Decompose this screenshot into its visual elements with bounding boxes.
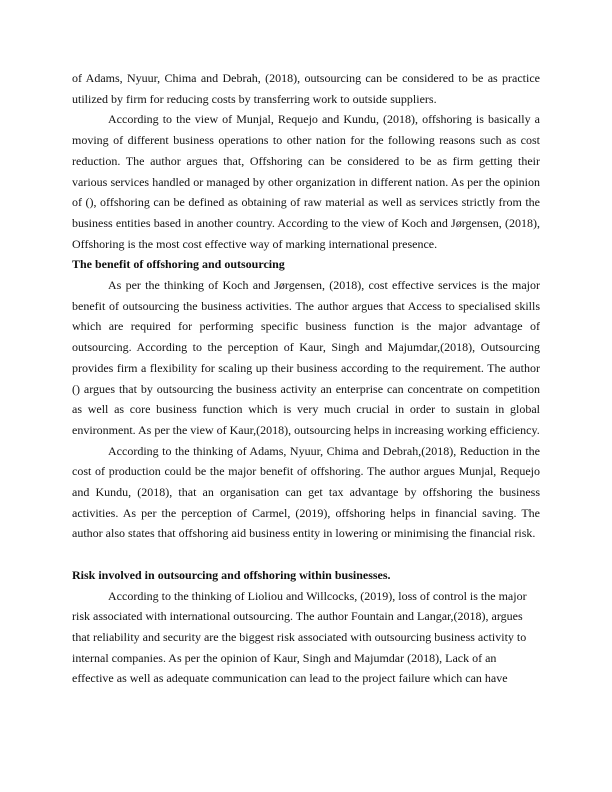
section-heading-benefits: The benefit of offshoring and outsourcing	[72, 257, 285, 272]
document-body	[72, 68, 540, 689]
section-heading-risks: Risk involved in outsourcing and offshoring within businesses.	[72, 567, 391, 582]
paragraph-offshoring-definition: According to the view of Munjal, Requejo and Kundu, (2018), offshoring is basically a moving of different business operations to other nation for the following reasons such as cost reduction. The author argues that, Offshoring can be considered to be as firm getting their various services handled or managed by other organization in different nation. As per the opinion of (), offshoring can be defined as obtaining of raw material as well as services strictly from the business entities based in another country. According to the view of Koch and Jørgensen, (2018), Offshoring is the most cost effective way of marking international presence.	[72, 112, 540, 251]
paragraph-offshoring-benefits: According to the thinking of Adams, Nyuur, Chima and Debrah,(2018), Reduction in the cost of production could be the major benefit of offshoring. The author argues Munjal, Requejo and Kundu, (2018), that an organisation can get tax advantage by offshoring the business activities. As per the perception of Carmel, (2019), offshoring helps in financial saving. The author also states that offshoring aid business entity in lowering or minimising the financial risk.	[72, 443, 540, 541]
paragraph-outsourcing-benefits: As per the thinking of Koch and Jørgensen, (2018), cost effective services is the major benefit of outsourcing the business activities. The author argues that Access to specialised skills which are required for performing specific business function is the major advantage of outsourcing. According to the perception of Kaur, Singh and Majumdar,(2018), Outsourcing provides firm a flexibility for scaling up their business according to the requirement. The author () argues that by outsourcing the business activity an enterprise can concentrate on competition as well as core business function which is very much crucial in order to sustain in global environment. As per the view of Kaur,(2018), outsourcing helps in increasing working efficiency.	[72, 278, 540, 437]
blank-line	[72, 544, 540, 565]
paragraph-outsourcing-risks: According to the thinking of Lioliou and Willcocks, (2019), loss of control is the major risk associated with international outsourcing. The author Fountain and Langar,(2018), argues that reliability and security are the biggest risk associated with outsourcing business activity to internal companies. As per the opinion of Kaur, Singh and Majumdar (2018), Lack of an effective as well as adequate communication can lead to the project failure which can have	[72, 588, 527, 686]
paragraph-outsourcing-definition-continued: of Adams, Nyuur, Chima and Debrah, (2018), outsourcing can be considered to be as practice utilized by firm for reducing costs by transferring work to outside suppliers.	[72, 71, 540, 106]
